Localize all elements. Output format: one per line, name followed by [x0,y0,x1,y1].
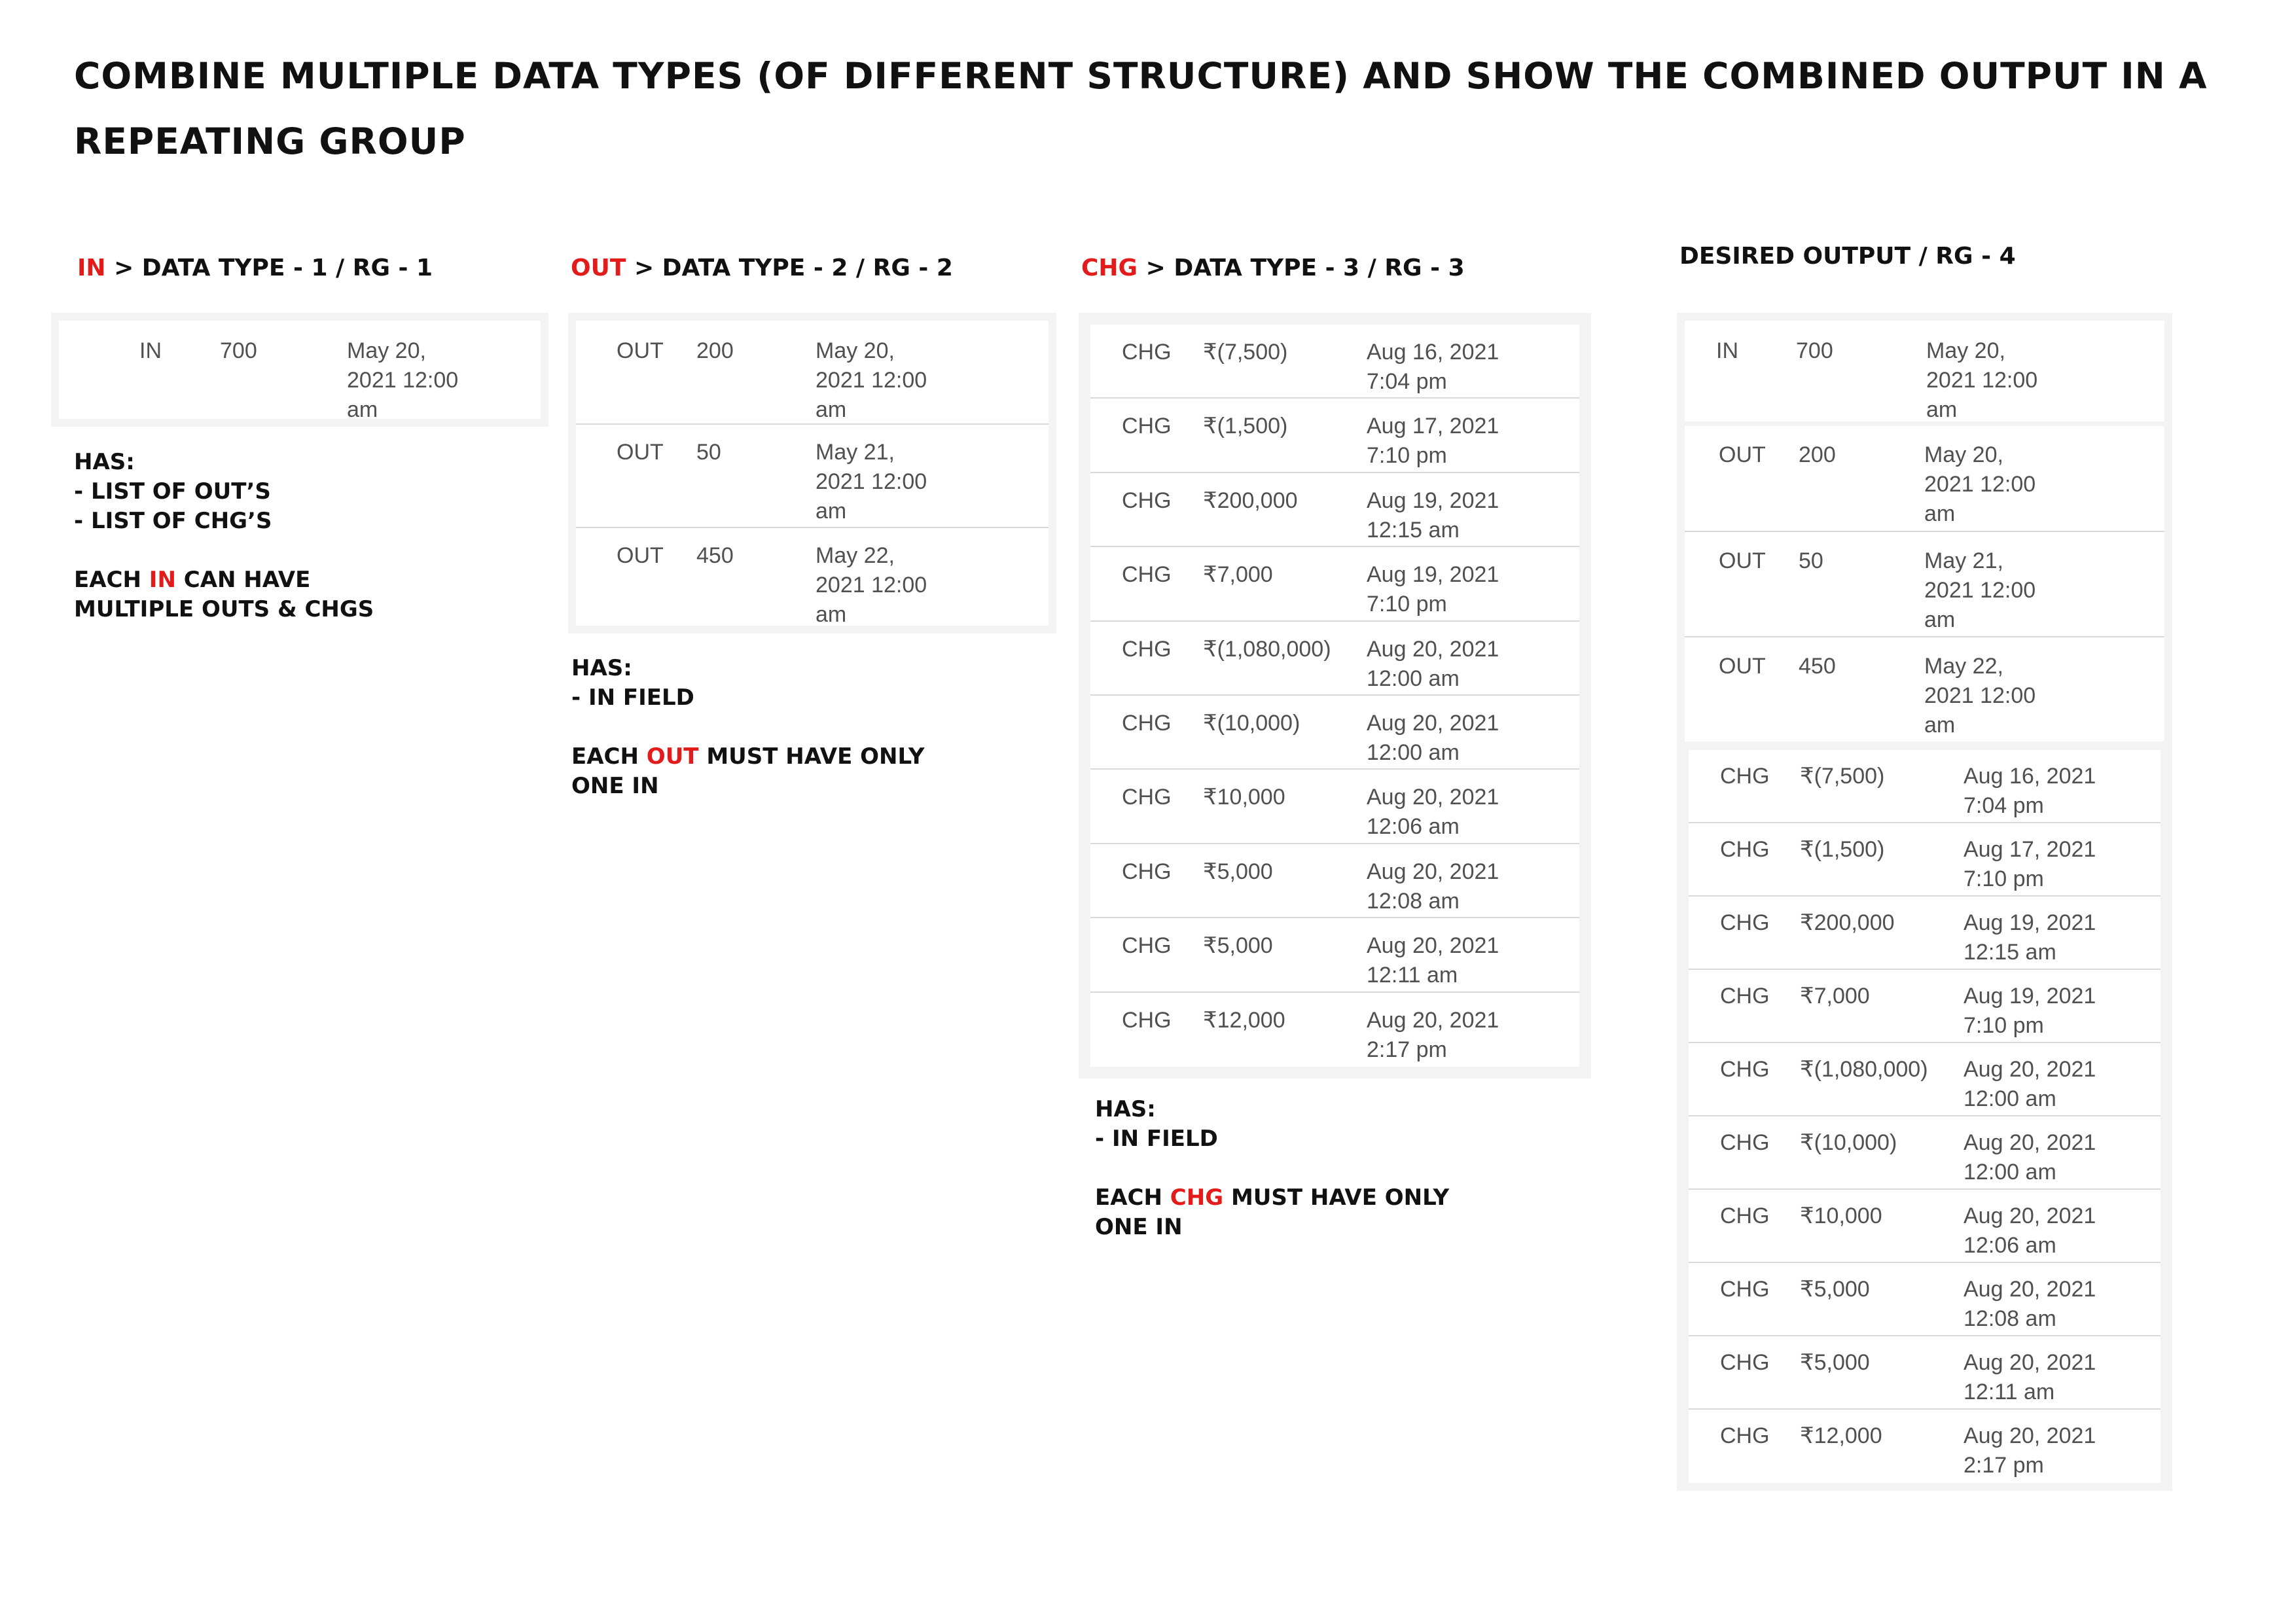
row-value: ₹200,000 [1800,910,1895,935]
rg3-heading [1081,253,1465,284]
note-item: - IN FIELD [1095,1126,1218,1152]
row-date: Aug 19, 2021 7:10 pm [1367,562,1499,617]
list-item[interactable] [1090,473,1579,547]
row-date: Aug 20, 2021 2:17 pm [1964,1423,2096,1478]
rg4-chg-card [1689,750,2161,1483]
rg3-note [1095,1095,1449,1242]
list-item[interactable] [1685,532,2164,637]
list-item[interactable] [1689,970,2161,1043]
row-date: May 20, 2021 12:00 am [347,338,459,422]
list-item[interactable] [1090,770,1579,844]
row-value: 200 [1799,442,1836,467]
row-value: ₹200,000 [1203,488,1298,513]
rg3-heading-key: CHG [1081,255,1138,281]
row-type: CHG [1720,1204,1770,1228]
note-rule-line2: ONE IN [571,773,659,799]
row-type: CHG [1720,764,1770,789]
row-date: Aug 19, 2021 12:15 am [1367,488,1499,543]
row-type: OUT [617,338,664,363]
rg2-heading-key: OUT [571,255,626,281]
list-item[interactable] [1689,1410,2161,1483]
row-type: CHG [1720,984,1770,1008]
rg3-heading-text: > DATA TYPE - 3 / RG - 3 [1138,255,1465,281]
row-type: IN [1716,338,1738,363]
row-date: May 22, 2021 12:00 am [1924,654,2036,738]
note-rule: EACH CHG MUST HAVE ONLY [1095,1185,1450,1211]
rg4-out-card [1685,426,2164,741]
row-type: CHG [1720,1423,1770,1448]
row-value: ₹(1,500) [1800,837,1885,862]
row-date: Aug 17, 2021 7:10 pm [1367,414,1499,469]
row-value: ₹5,000 [1800,1350,1870,1375]
row-type: CHG [1122,340,1172,365]
row-date: Aug 16, 2021 7:04 pm [1964,764,2096,818]
list-item[interactable] [1090,622,1579,696]
list-item[interactable] [576,528,1049,626]
row-value: 700 [1796,338,1833,363]
rg1-note [74,448,374,624]
row-value: 50 [1799,548,1823,573]
row-date: Aug 20, 2021 12:00 am [1964,1057,2096,1111]
rg2-heading [571,253,953,284]
rg2-heading-text: > DATA TYPE - 2 / RG - 2 [626,255,953,281]
row-date: Aug 20, 2021 12:11 am [1367,933,1499,988]
row-date: Aug 20, 2021 12:00 am [1367,636,1499,691]
row-date: Aug 20, 2021 12:06 am [1964,1204,2096,1258]
list-item[interactable] [1090,696,1579,770]
note-item: - LIST OF OUT’S [74,478,271,505]
row-date: May 20, 2021 12:00 am [1924,442,2036,526]
rg4-in-card [1685,321,2164,421]
row-value: ₹(7,500) [1800,764,1885,789]
row-value: ₹7,000 [1800,984,1870,1008]
rg3-repeating-group [1079,313,1591,1079]
note-rule-line2: MULTIPLE OUTS & CHGS [74,596,374,622]
list-item[interactable] [1689,1336,2161,1410]
list-item[interactable] [1090,399,1579,473]
note-rule: EACH OUT MUST HAVE ONLY [571,743,925,770]
row-date: Aug 20, 2021 2:17 pm [1367,1007,1499,1062]
rg2-rows [576,321,1049,626]
row-type: OUT [1719,654,1766,679]
row-type: CHG [1720,1350,1770,1375]
row-date: May 21, 2021 12:00 am [1924,548,2036,632]
row-date: May 20, 2021 12:00 am [1926,338,2038,422]
rg3-rows [1090,325,1579,1067]
list-item[interactable] [1090,547,1579,621]
list-item[interactable] [1090,918,1579,992]
list-item[interactable] [1685,426,2164,532]
row-value: ₹(10,000) [1800,1130,1897,1155]
list-item[interactable] [1689,750,2161,823]
note-title: HAS: [74,449,135,475]
row-value: ₹(1,080,000) [1800,1057,1928,1082]
list-item[interactable] [1689,1116,2161,1190]
rg2-repeating-group [568,313,1056,633]
rg1-rows [59,321,541,422]
rg4-heading: DESIRED OUTPUT / RG - 4 [1679,243,2016,270]
row-date: Aug 20, 2021 12:11 am [1964,1350,2096,1404]
rg1-repeating-group [51,313,548,427]
row-type: CHG [1122,933,1172,959]
row-date: Aug 19, 2021 7:10 pm [1964,984,2096,1038]
row-value: ₹(7,500) [1203,340,1288,365]
list-item[interactable] [1685,637,2164,741]
row-date: May 22, 2021 12:00 am [816,543,927,627]
page-title: COMBINE MULTIPLE DATA TYPES (OF DIFFERENT STRUCTURE) AND SHOW THE COMBINED OUTPUT IN A REPEATING GROUP [74,55,2208,162]
row-type: CHG [1122,488,1172,513]
row-value: ₹(10,000) [1203,710,1300,736]
rg2-note [571,654,925,801]
note-item: - LIST OF CHG’S [74,508,272,534]
note-item: - IN FIELD [571,685,694,711]
row-value: ₹5,000 [1203,933,1273,959]
note-title: HAS: [571,655,632,681]
row-type: OUT [617,440,664,465]
list-item[interactable] [1689,1190,2161,1263]
row-type: CHG [1720,910,1770,935]
row-date: May 21, 2021 12:00 am [816,440,927,524]
row-type: CHG [1720,1130,1770,1155]
list-item[interactable] [1090,844,1579,918]
row-value: 450 [696,543,734,568]
row-value: 450 [1799,654,1836,679]
row-value: ₹7,000 [1203,562,1273,588]
row-type: CHG [1720,1277,1770,1302]
row-value: 50 [696,440,721,465]
list-item[interactable] [1689,1043,2161,1116]
row-value: ₹12,000 [1800,1423,1882,1448]
row-value: 200 [696,338,734,363]
row-type: OUT [617,543,664,568]
row-type: CHG [1122,785,1172,810]
row-type: CHG [1122,859,1172,884]
row-date: May 20, 2021 12:00 am [816,338,927,422]
list-item[interactable] [1689,1263,2161,1336]
row-date: Aug 20, 2021 12:00 am [1367,710,1499,765]
row-date: Aug 17, 2021 7:10 pm [1964,837,2096,891]
list-item[interactable] [576,321,1049,425]
note-title: HAS: [1095,1096,1156,1122]
row-value: ₹10,000 [1203,785,1285,810]
note-rule: EACH IN CAN HAVE [74,567,311,593]
list-item[interactable] [1090,325,1579,399]
row-value: ₹5,000 [1203,859,1273,884]
row-type: OUT [1719,548,1766,573]
row-type: CHG [1122,414,1172,439]
list-item[interactable] [576,425,1049,528]
rg4-repeating-group [1677,313,2172,1491]
row-type: CHG [1720,837,1770,862]
row-date: Aug 20, 2021 12:06 am [1367,785,1499,840]
list-item[interactable] [59,321,541,422]
row-type: OUT [1719,442,1766,467]
rg1-heading-text: > DATA TYPE - 1 / RG - 1 [105,255,433,281]
row-date: Aug 19, 2021 12:15 am [1964,910,2096,965]
row-type: CHG [1122,1007,1172,1033]
row-value: 700 [220,338,257,363]
row-value: ₹5,000 [1800,1277,1870,1302]
row-date: Aug 20, 2021 12:08 am [1964,1277,2096,1331]
row-type: CHG [1720,1057,1770,1082]
rg1-heading-key: IN [77,255,106,281]
row-type: IN [139,338,162,363]
list-item[interactable] [1685,321,2164,421]
list-item[interactable] [1090,993,1579,1067]
row-date: Aug 16, 2021 7:04 pm [1367,340,1499,394]
list-item[interactable] [1689,823,2161,897]
row-date: Aug 20, 2021 12:00 am [1964,1130,2096,1185]
row-value: ₹10,000 [1800,1204,1882,1228]
row-type: CHG [1122,636,1172,662]
list-item[interactable] [1689,897,2161,970]
row-type: CHG [1122,562,1172,588]
row-value: ₹(1,080,000) [1203,636,1331,662]
rg1-heading [77,253,433,284]
row-value: ₹12,000 [1203,1007,1285,1033]
row-type: CHG [1122,710,1172,736]
row-value: ₹(1,500) [1203,414,1288,439]
row-date: Aug 20, 2021 12:08 am [1367,859,1499,914]
note-rule-line2: ONE IN [1095,1214,1183,1240]
